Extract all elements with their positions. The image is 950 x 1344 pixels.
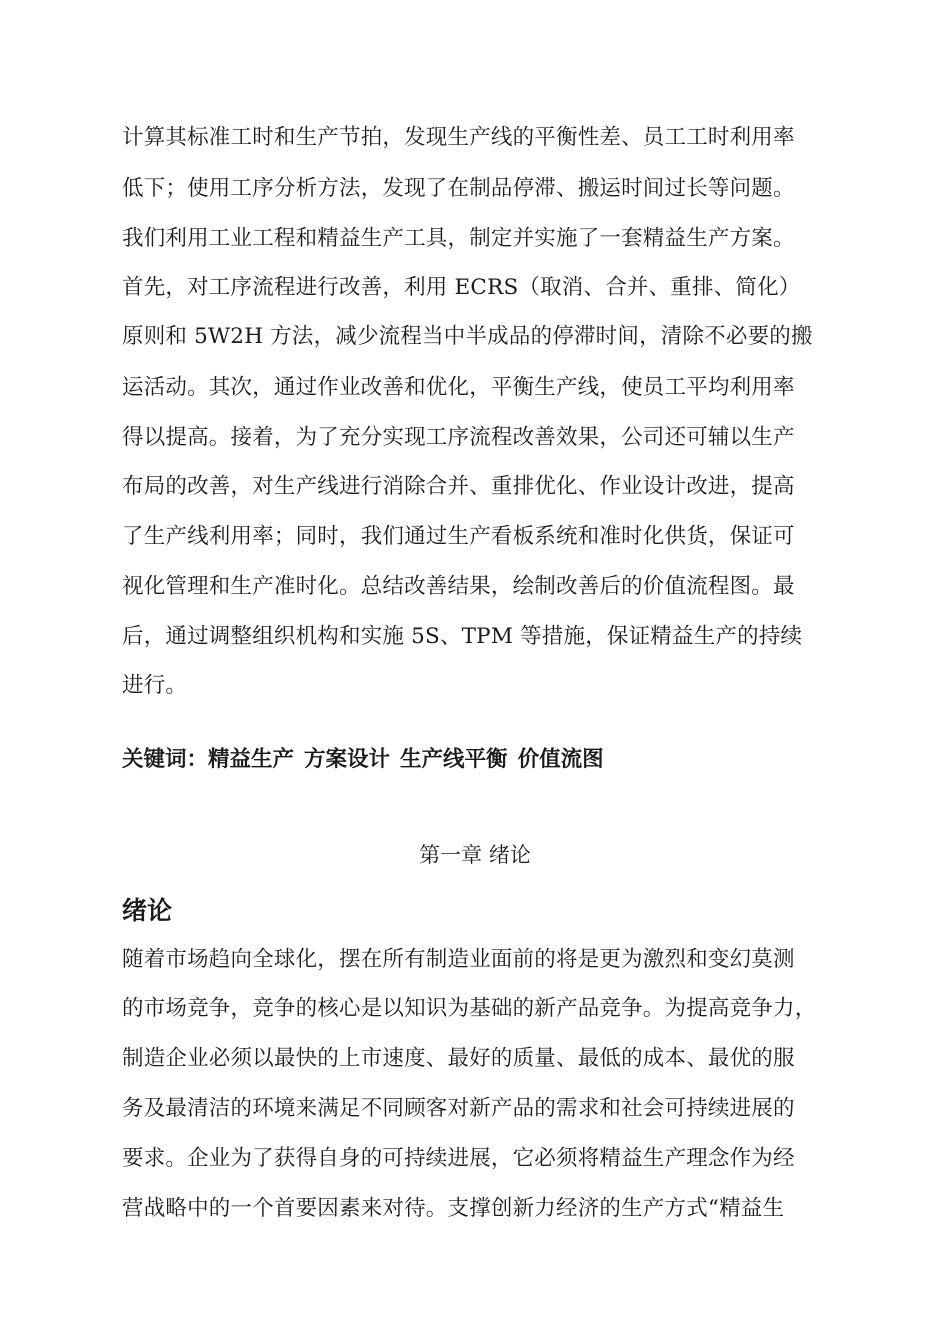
paragraph-line: 视化管理和生产准时化。总结改善结果，绘制改善后的价值流程图。最	[122, 574, 795, 599]
paragraph-line: 营战略中的一个首要因素来对待。支撑创新力经济的生产方式“精益生	[122, 1196, 785, 1221]
paragraph-line: 首先，对工序流程进行改善，利用 ECRS（取消、合并、重排、简化）	[122, 275, 801, 300]
keyword-item: 价值流图	[517, 747, 604, 772]
section-heading: 绪论	[122, 896, 173, 925]
paragraph-line: 的市场竞争，竞争的核心是以知识为基础的新产品竞争。为提高竞争力，	[122, 996, 817, 1021]
paragraph-line: 务及最清洁的环境来满足不同顾客对新产品的需求和社会可持续进展的	[122, 1096, 795, 1121]
chapter-title: 第一章 绪论	[419, 843, 531, 867]
paragraph-line: 随着市场趋向全球化，摆在所有制造业面前的将是更为激烈和变幻莫测	[122, 947, 795, 972]
paragraph-line: 了生产线利用率；同时，我们通过生产看板系统和准时化供货，保证可	[122, 524, 795, 549]
paragraph-line: 布局的改善，对生产线进行消除合并、重排优化、作业设计改进，提高	[122, 474, 795, 499]
paragraph-line: 进行。	[122, 673, 188, 698]
paragraph-line: 计算其标准工时和生产节拍，发现生产线的平衡性差、员工工时利用率	[122, 125, 795, 150]
keywords-label: 关键词：	[122, 747, 209, 772]
keyword-item: 生产线平衡	[400, 747, 508, 772]
paragraph-line: 我们利用工业工程和精益生产工具，制定并实施了一套精益生产方案。	[122, 226, 795, 251]
paragraph-line: 低下；使用工序分析方法，发现了在制品停滞、搬运时间过长等问题。	[122, 176, 795, 201]
paragraph-line: 后，通过调整组织机构和实施 5S、TPM 等措施，保证精益生产的持续	[122, 624, 803, 649]
keyword-item: 精益生产	[208, 747, 295, 772]
paragraph-line: 要求。企业为了获得自身的可持续进展，它必须将精益生产理念作为经	[122, 1146, 795, 1171]
keyword-item: 方案设计	[304, 747, 391, 772]
keywords-line	[122, 746, 614, 774]
paragraph-line: 得以提高。接着，为了充分实现工序流程改善效果，公司还可辅以生产	[122, 425, 795, 450]
paragraph-line: 运活动。其次，通过作业改善和优化，平衡生产线，使员工平均利用率	[122, 375, 795, 400]
paragraph-line: 制造企业必须以最快的上市速度、最好的质量、最低的成本、最优的服	[122, 1046, 795, 1071]
paragraph-line: 原则和 5W2H 方法，减少流程当中半成品的停滞时间，清除不必要的搬	[122, 324, 813, 349]
